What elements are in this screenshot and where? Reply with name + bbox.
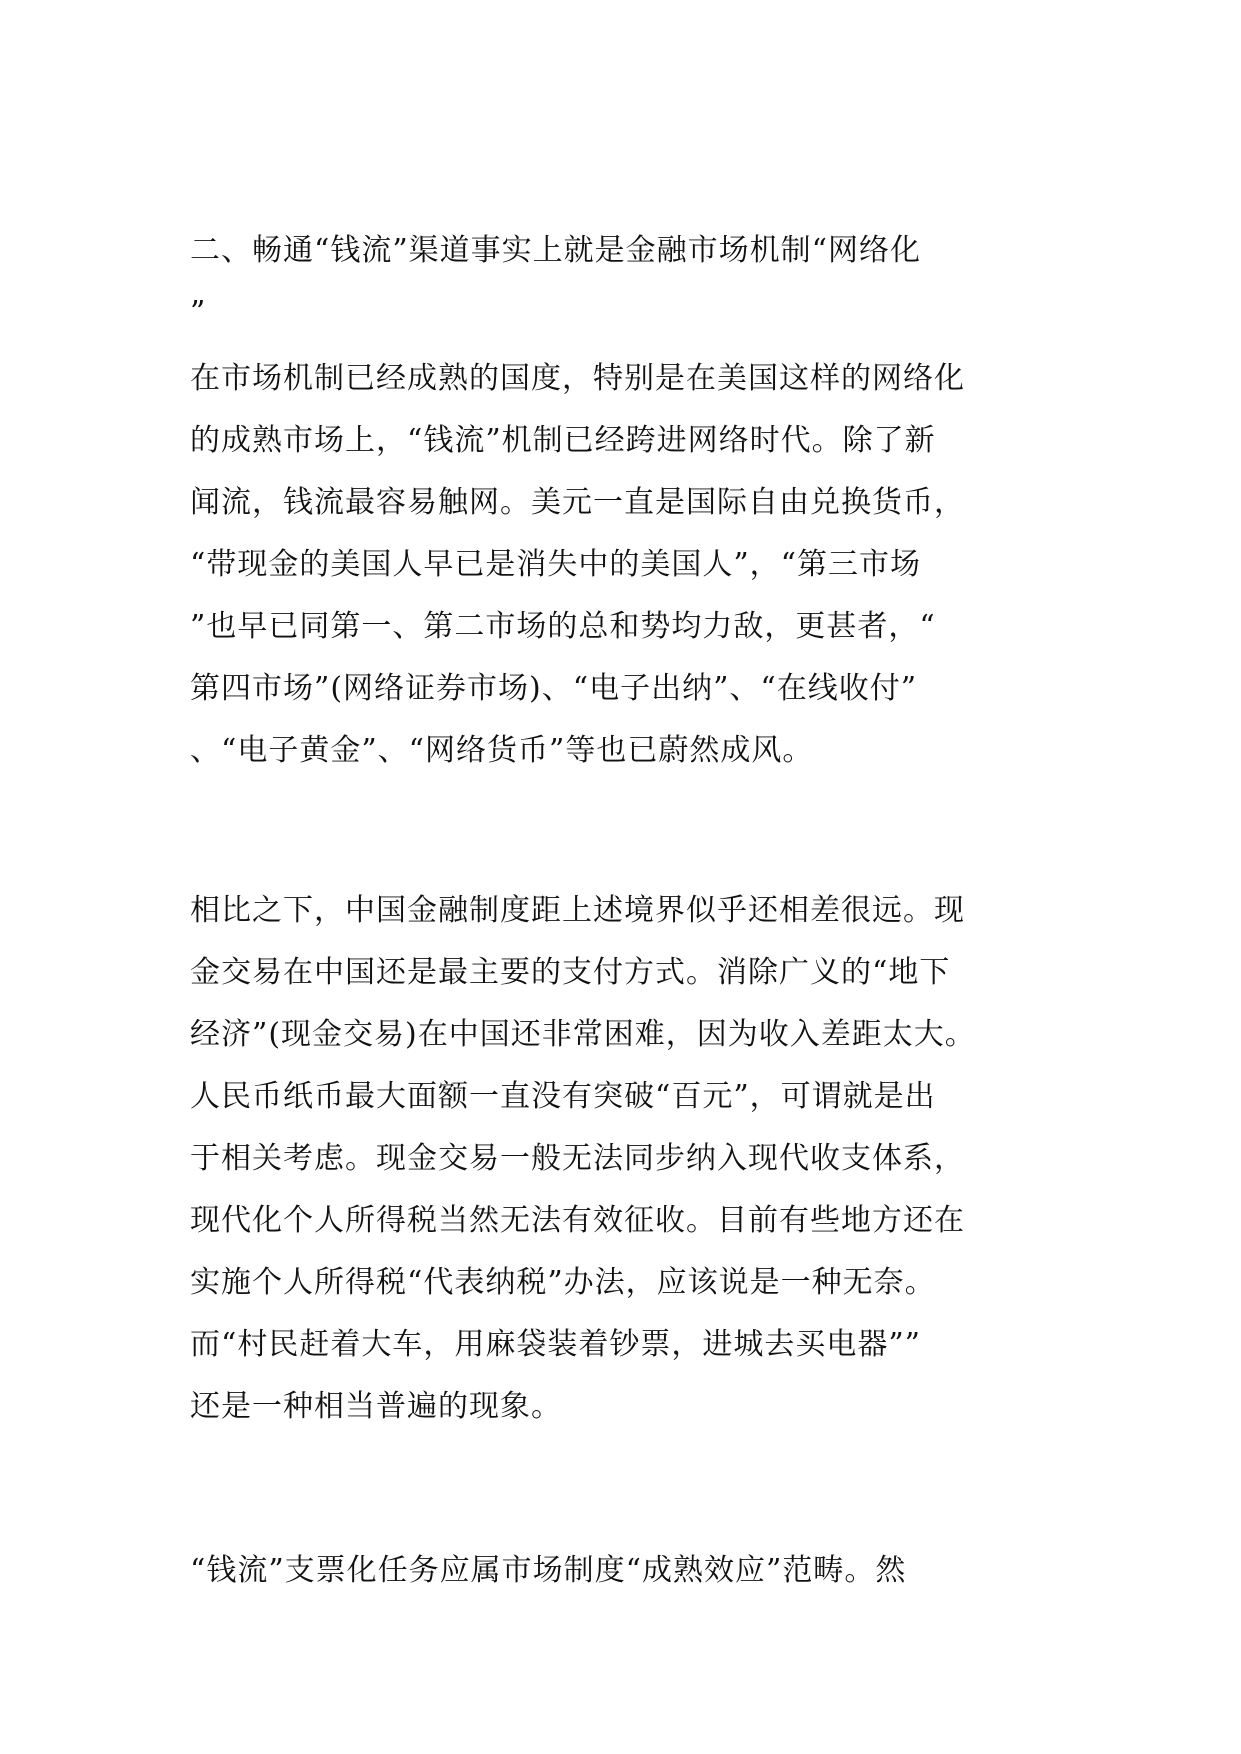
paragraph-line: 的成熟市场上，“钱流”机制已经跨进网络时代。除了新 <box>190 423 936 458</box>
paragraph-2 <box>190 880 1050 1438</box>
paragraph-line: 现代化个人所得税当然无法有效征收。目前有些地方还在 <box>190 1203 965 1238</box>
paragraph-line: 经济”(现金交易)在中国还非常困难，因为收入差距太大。 <box>190 1017 976 1052</box>
paragraph-line: “钱流”支票化任务应属市场制度“成熟效应”范畴。然 <box>190 1553 907 1588</box>
paragraph-3 <box>190 1540 1050 1602</box>
paragraph-line: 而“村民赶着大车，用麻袋装着钞票，进城去买电器”” <box>190 1327 922 1362</box>
section-heading <box>190 220 1050 344</box>
paragraph-line: 于相关考虑。现金交易一般无法同步纳入现代收支体系， <box>190 1141 965 1176</box>
paragraph-line: 、“电子黄金”、“网络货币”等也已蔚然成风。 <box>190 733 814 768</box>
paragraph-line: 金交易在中国还是最主要的支付方式。消除广义的“地下 <box>190 955 951 990</box>
paragraph-line: 在市场机制已经成熟的国度，特别是在美国这样的网络化 <box>190 361 965 396</box>
paragraph-line: ”也早已同第一、第二市场的总和势均力敌，更甚者，“ <box>190 609 936 644</box>
heading-line: ” <box>190 295 207 330</box>
paragraph-1 <box>190 348 1050 782</box>
paragraph-line: 第四市场”(网络证券市场)、“电子出纳”、“在线收付” <box>190 671 918 706</box>
paragraph-line: 还是一种相当普遍的现象。 <box>190 1389 562 1424</box>
paragraph-line: 实施个人所得税“代表纳税”办法，应该说是一种无奈。 <box>190 1265 936 1300</box>
paragraph-line: 闻流，钱流最容易触网。美元一直是国际自由兑换货币， <box>190 485 965 520</box>
paragraph-line: 相比之下，中国金融制度距上述境界似乎还相差很远。现 <box>190 893 965 928</box>
paragraph-line: 人民币纸币最大面额一直没有突破“百元”，可谓就是出 <box>190 1079 936 1114</box>
paragraph-line: “带现金的美国人早已是消失中的美国人”，“第三市场 <box>190 547 922 582</box>
heading-line: 二、畅通“钱流”渠道事实上就是金融市场机制“网络化 <box>190 233 922 268</box>
